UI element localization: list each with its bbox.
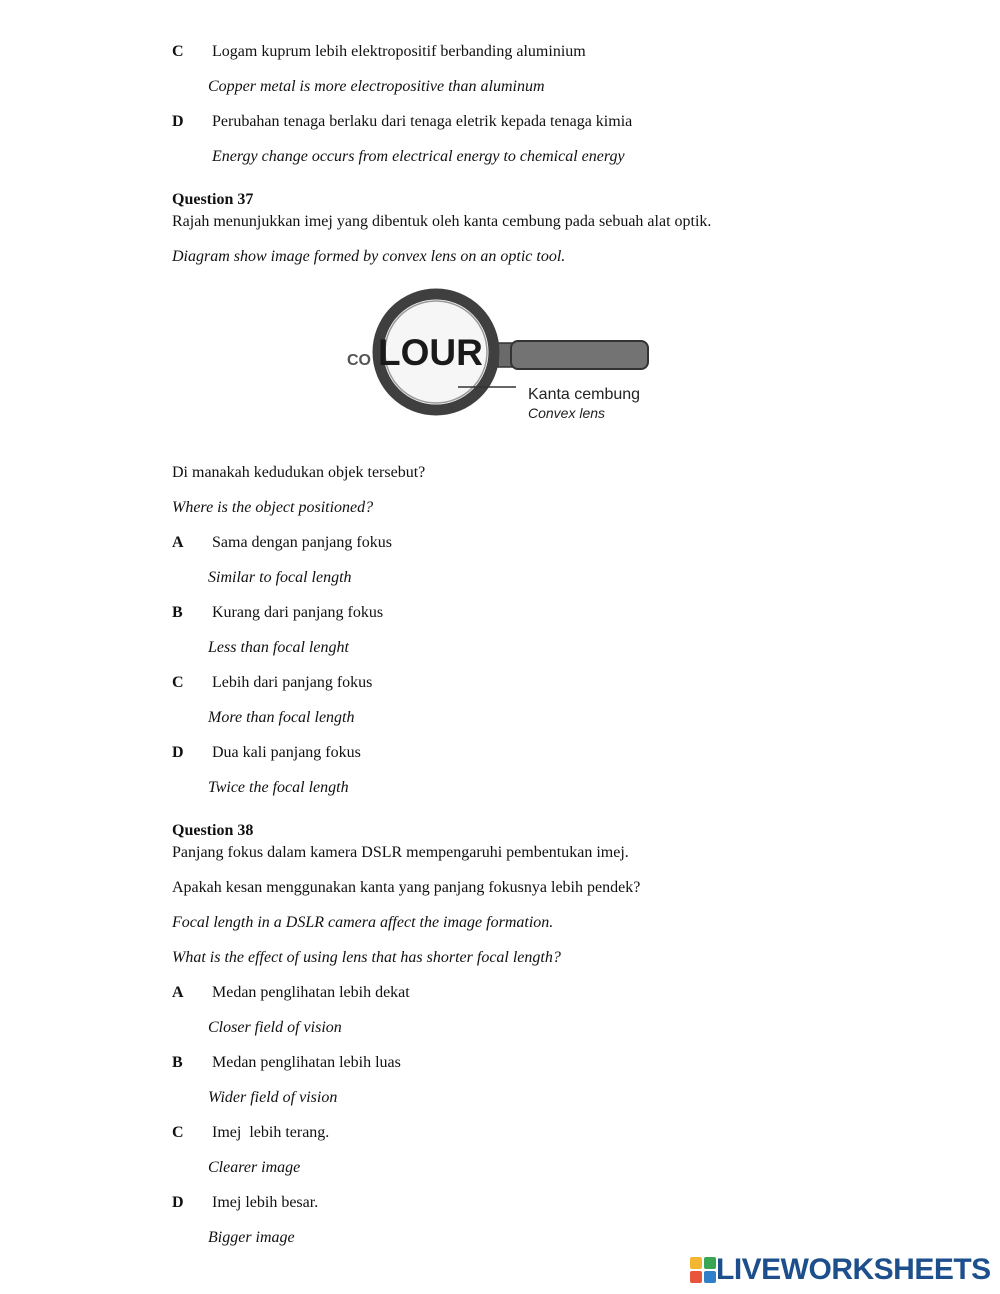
- q37-option-a-text: Sama dengan panjang fokus: [212, 534, 392, 551]
- q36-option-d-translation: Energy change occurs from electrical energy to chemical energy: [212, 148, 625, 165]
- q37-option-c-translation: More than focal length: [208, 709, 355, 726]
- q38-heading: Question 38: [172, 822, 254, 839]
- lens-label-en: Convex lens: [528, 405, 606, 421]
- q38-option-d-translation: Bigger image: [208, 1229, 295, 1246]
- q37-option-a-letter: A: [172, 534, 184, 551]
- q38-option-c-translation: Clearer image: [208, 1159, 301, 1176]
- q38-option-b-translation: Wider field of vision: [208, 1089, 338, 1106]
- q37-question-en: Where is the object positioned?: [172, 499, 374, 516]
- q37-option-a-translation: Similar to focal length: [208, 569, 352, 586]
- q36-option-c-text: Logam kuprum lebih elektropositif berbanding aluminium: [212, 43, 586, 60]
- q38-option-c-text: Imej lebih terang.: [212, 1124, 330, 1141]
- q37-prompt-ms: Rajah menunjukkan imej yang dibentuk oleh kanta cembung pada sebuah alat optik.: [172, 213, 712, 230]
- q37-option-d-text: Dua kali panjang fokus: [212, 744, 361, 761]
- q37-option-b-translation: Less than focal lenght: [208, 639, 349, 656]
- q38-option-b-text: Medan penglihatan lebih luas: [212, 1054, 401, 1071]
- q38-option-a-text: Medan penglihatan lebih dekat: [212, 984, 410, 1001]
- q37-option-b-letter: B: [172, 604, 183, 621]
- q38-option-c-letter: C: [172, 1124, 184, 1141]
- lens-handle: [511, 341, 648, 369]
- q37-heading: Question 37: [172, 191, 254, 208]
- q37-option-c-text: Lebih dari panjang fokus: [212, 674, 373, 691]
- q37-option-d-translation: Twice the focal length: [208, 779, 349, 796]
- q38-option-a-letter: A: [172, 984, 184, 1001]
- q38-line2-en: What is the effect of using lens that has shorter focal length?: [172, 949, 561, 966]
- q38-option-d-text: Imej lebih besar.: [212, 1194, 319, 1211]
- q36-option-d-letter: D: [172, 113, 184, 130]
- q37-prompt-en: Diagram show image formed by convex lens on an optic tool.: [172, 248, 566, 265]
- q37-option-d-letter: D: [172, 744, 184, 761]
- liveworksheets-logo: [690, 1252, 991, 1288]
- q36-option-c-letter: C: [172, 43, 184, 60]
- q38-option-d-letter: D: [172, 1194, 184, 1211]
- live-badge-icon: [690, 1257, 716, 1283]
- q38-line1-en: Focal length in a DSLR camera affect the image formation.: [172, 914, 554, 931]
- q38-option-b-letter: B: [172, 1054, 183, 1071]
- q36-option-c-translation: Copper metal is more electropositive than aluminum: [208, 78, 545, 95]
- q38-option-a-translation: Closer field of vision: [208, 1019, 342, 1036]
- figure-word-small: CO: [347, 352, 371, 369]
- brand-name: LIVEWORKSHEETS: [716, 1253, 991, 1286]
- q38-line1-ms: Panjang fokus dalam kamera DSLR mempengaruhi pembentukan imej.: [172, 844, 629, 861]
- q37-option-c-letter: C: [172, 674, 184, 691]
- q36-option-d-text: Perubahan tenaga berlaku dari tenaga eletrik kepada tenaga kimia: [212, 113, 633, 130]
- q37-question-ms: Di manakah kedudukan objek tersebut?: [172, 464, 426, 481]
- figure-word-magnified: LOUR: [378, 332, 483, 373]
- q37-option-b-text: Kurang dari panjang fokus: [212, 604, 384, 621]
- q38-line2-ms: Apakah kesan menggunakan kanta yang panjang fokusnya lebih pendek?: [172, 879, 641, 896]
- lens-label-ms: Kanta cembung: [528, 386, 641, 403]
- magnifying-glass-figure: [340, 288, 670, 428]
